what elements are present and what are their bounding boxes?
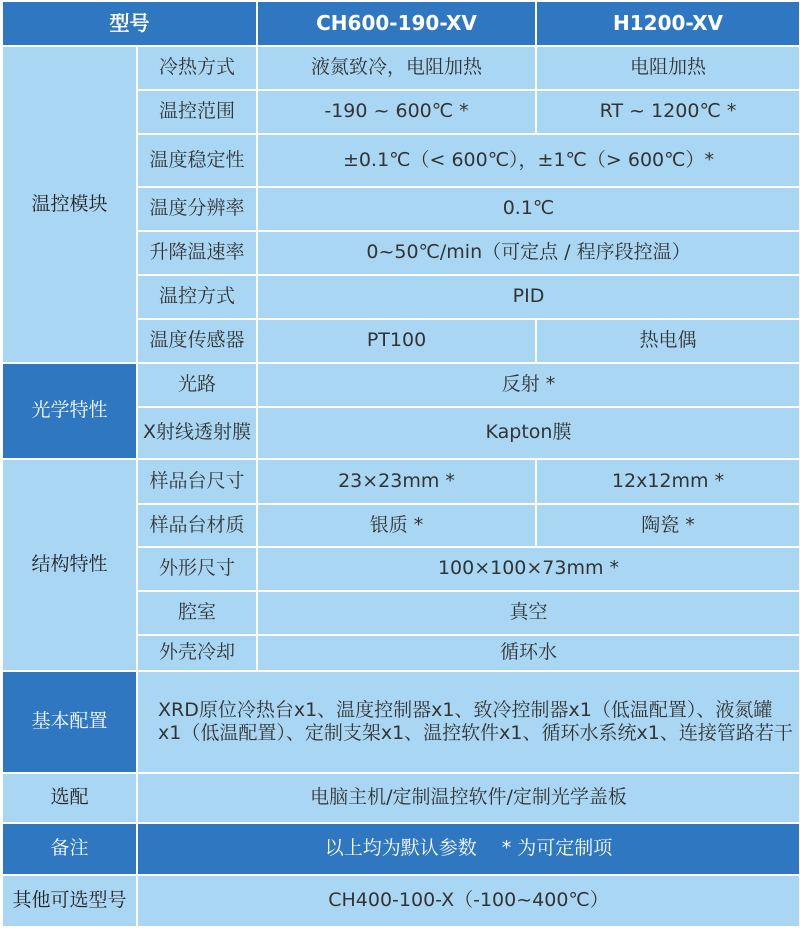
param-value-a: 23×23mm * — [257, 459, 536, 504]
model-header-label: 型号 — [2, 1, 257, 46]
group-label-other-models: 其他可选型号 — [2, 875, 137, 927]
model-b-header: H1200-XV — [536, 1, 800, 46]
remarks-value: 以上均为默认参数 * 为可定制项 — [137, 823, 800, 875]
group-label-remarks: 备注 — [2, 823, 137, 875]
param-value-a: PT100 — [257, 319, 536, 363]
param-value-b: 陶瓷 * — [536, 504, 800, 547]
optional-value: 电脑主机/定制温控软件/定制光学盖板 — [137, 773, 800, 823]
param-value-b: 热电偶 — [536, 319, 800, 363]
param-value-shared: 反射 * — [257, 363, 800, 407]
table-row — [2, 671, 800, 773]
param-value-shared: 循环水 — [257, 635, 800, 671]
param-name: 光路 — [137, 363, 257, 407]
header-row — [2, 1, 800, 46]
param-value-b: 12x12mm * — [536, 459, 800, 504]
param-name: 冷热方式 — [137, 46, 257, 90]
param-name: 外形尺寸 — [137, 547, 257, 591]
param-value-shared: Kapton膜 — [257, 407, 800, 459]
table-row — [2, 459, 800, 504]
param-name: 温度稳定性 — [137, 134, 257, 187]
param-value-shared: ±0.1℃（< 600℃），±1℃（> 600℃）* — [257, 134, 800, 187]
table-row — [2, 875, 800, 927]
param-name: 腔室 — [137, 591, 257, 635]
group-label-optional: 选配 — [2, 773, 137, 823]
model-a-header: CH600-190-XV — [257, 1, 536, 46]
param-name: 温控方式 — [137, 275, 257, 319]
table-row — [2, 773, 800, 823]
param-value-a: 液氮致冷，电阻加热 — [257, 46, 536, 90]
base-config-value: XRD原位冷热台x1、温度控制器x1、致冷控制器x1（低温配置）、液氮罐x1（低温配置）、定制支架x1、温控软件x1、循环水系统x1、连接管路若干 — [137, 671, 800, 773]
group-label-structure: 结构特性 — [2, 459, 137, 671]
table-row — [2, 823, 800, 875]
param-name: 温控范围 — [137, 90, 257, 134]
param-name: 样品台尺寸 — [137, 459, 257, 504]
param-value-shared: 100×100×73mm * — [257, 547, 800, 591]
param-value-shared: 真空 — [257, 591, 800, 635]
group-label-base-config: 基本配置 — [2, 671, 137, 773]
param-name: 温度传感器 — [137, 319, 257, 363]
param-value-b: RT ~ 1200℃ * — [536, 90, 800, 134]
param-value-b: 电阻加热 — [536, 46, 800, 90]
group-label-temp-module: 温控模块 — [2, 46, 137, 363]
param-value-shared: 0.1℃ — [257, 187, 800, 231]
param-name: 样品台材质 — [137, 504, 257, 547]
param-value-shared: PID — [257, 275, 800, 319]
param-value-shared: 0~50℃/min（可定点 / 程序段控温） — [257, 231, 800, 275]
param-value-a: 银质 * — [257, 504, 536, 547]
param-name: 外壳冷却 — [137, 635, 257, 671]
param-name: 温度分辨率 — [137, 187, 257, 231]
param-name: X射线透射膜 — [137, 407, 257, 459]
table-row — [2, 46, 800, 90]
table-row — [2, 363, 800, 407]
group-label-optical: 光学特性 — [2, 363, 137, 459]
param-value-a: -190 ~ 600℃ * — [257, 90, 536, 134]
param-name: 升降温速率 — [137, 231, 257, 275]
spec-table — [1, 0, 800, 928]
other-models-value: CH400-100-X（-100~400℃） — [137, 875, 800, 927]
